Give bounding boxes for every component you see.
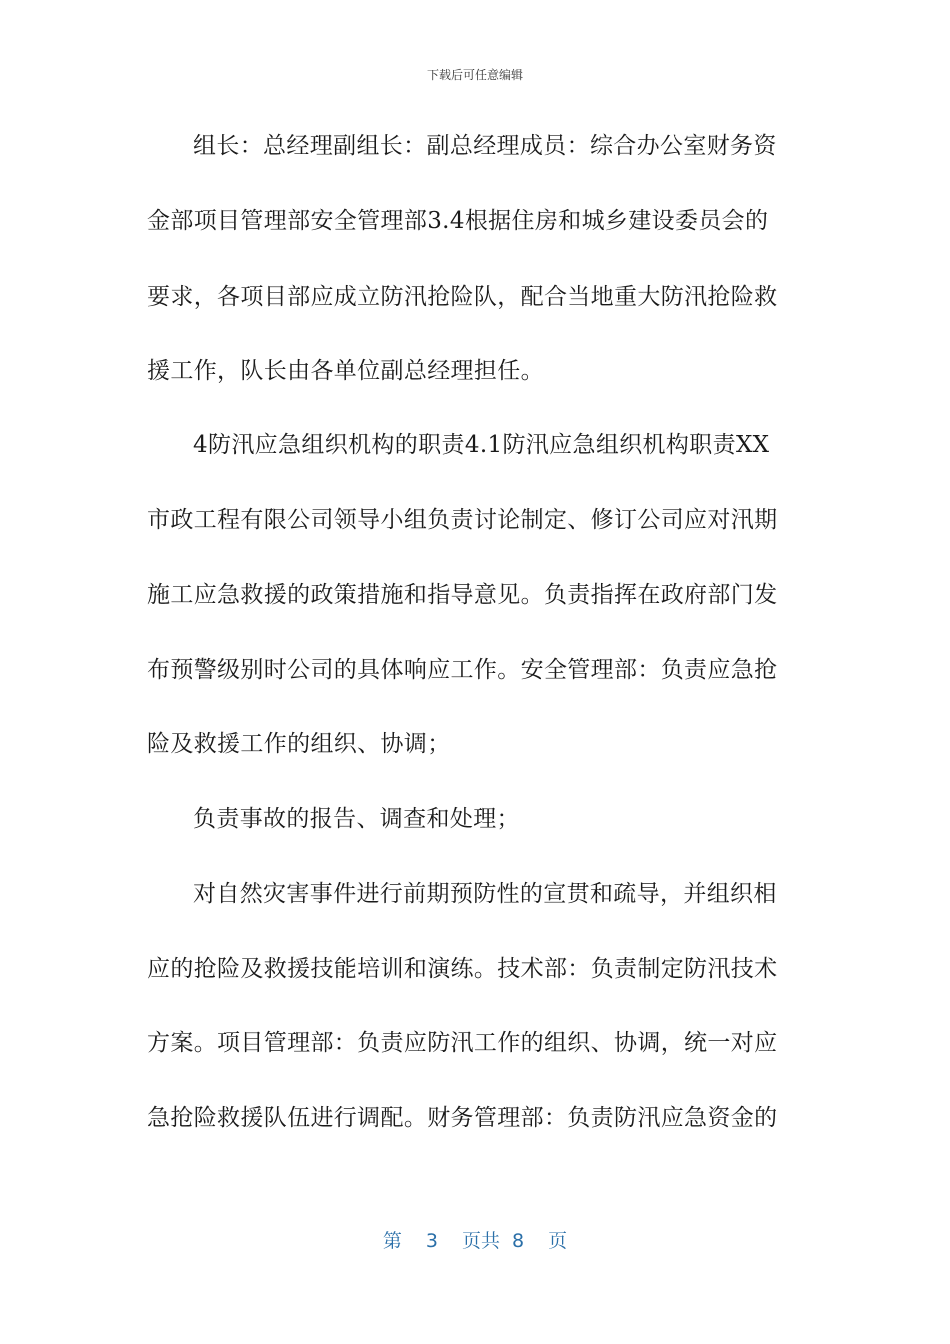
footer-label-end: 页	[548, 1230, 568, 1252]
body-line: 布预警级别时公司的具体响应工作。安全管理部：负责应急抢	[147, 657, 778, 683]
body-line: 4防汛应急组织机构的职责4.1防汛应急组织机构职责XX	[193, 432, 770, 458]
body-line: 方案。项目管理部：负责应防汛工作的组织、协调，统一对应	[147, 1030, 778, 1056]
body-line: 组长：总经理副组长：副总经理成员：综合办公室财务资	[193, 133, 777, 159]
body-line: 金部项目管理部安全管理部3.4根据住房和城乡建设委员会的	[147, 208, 769, 234]
footer-total-pages: 8	[512, 1230, 525, 1252]
body-line: 险及救援工作的组织、协调；	[147, 731, 451, 757]
body-line: 对自然灾害事件进行前期预防性的宣贯和疏导，并组织相	[193, 881, 777, 907]
body-line: 应的抢险及救援技能培训和演练。技术部：负责制定防汛技术	[147, 956, 778, 982]
footer-label-of: 页共	[461, 1230, 500, 1252]
body-line: 负责事故的报告、调查和处理；	[193, 806, 520, 832]
body-line: 要求，各项目部应成立防汛抢险队，配合当地重大防汛抢险救	[147, 284, 778, 310]
footer-current-page: 3	[425, 1230, 438, 1252]
footer-label-page: 第	[382, 1230, 402, 1252]
body-line: 市政工程有限公司领导小组负责讨论制定、修订公司应对汛期	[147, 507, 778, 533]
body-line: 急抢险救援队伍进行调配。财务管理部：负责防汛应急资金的	[147, 1105, 778, 1131]
body-line: 援工作，队长由各单位副总经理担任。	[147, 358, 544, 384]
page-footer	[0, 1226, 950, 1253]
body-line: 施工应急救援的政策措施和指导意见。负责指挥在政府部门发	[147, 582, 778, 608]
header-note: 下载后可任意编辑	[426, 68, 523, 82]
